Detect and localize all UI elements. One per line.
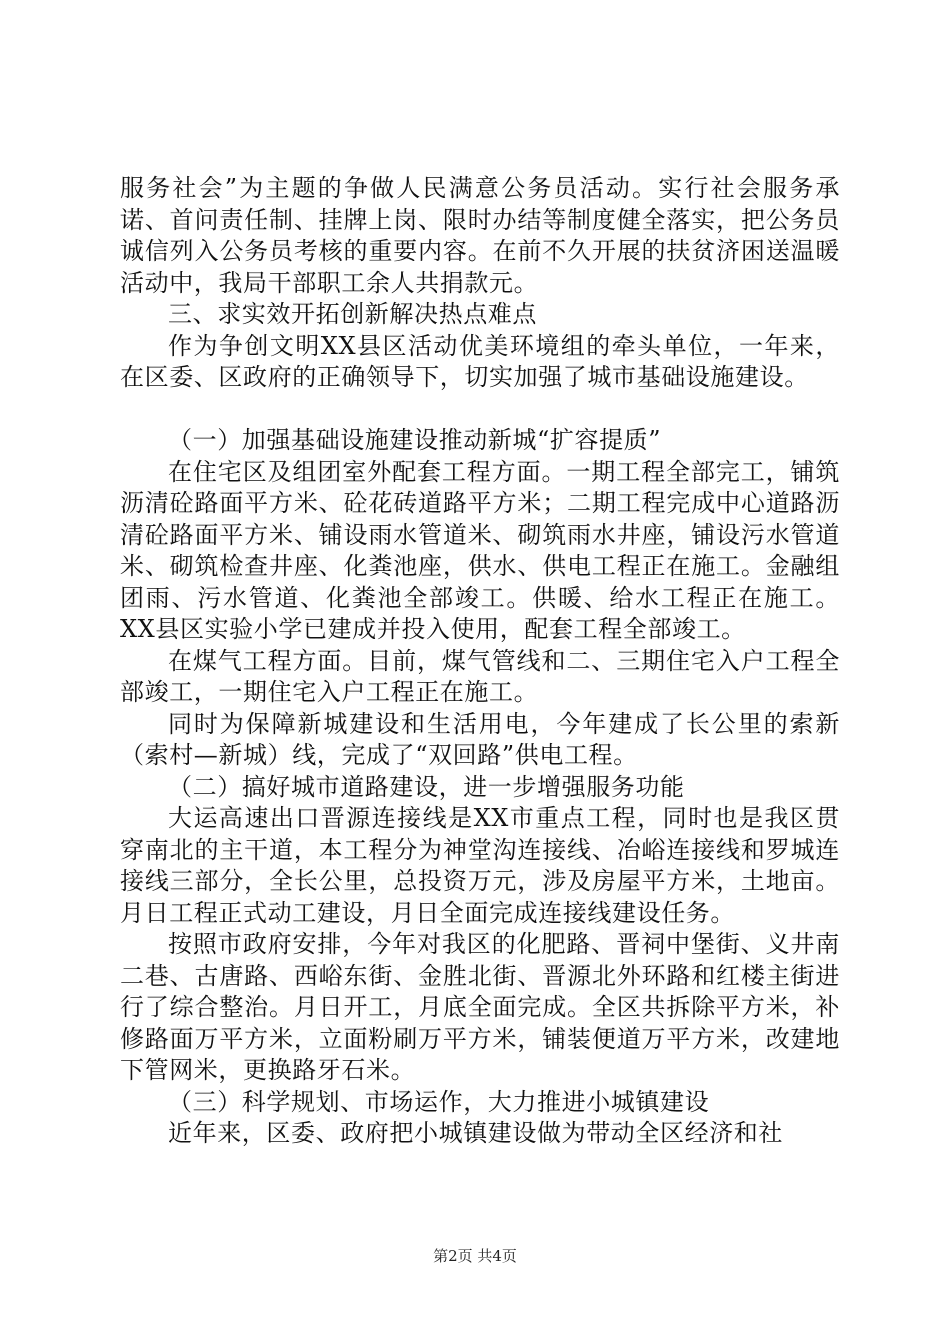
paragraph-power-line: 同时为保障新城建设和生活用电，今年建成了长公里的索新（索村—新城）线，完成了“双回路”供电工程。 — [120, 709, 840, 769]
page-number-footer: 第2页 共4页 — [433, 1247, 517, 1265]
paragraph-residential-works: 在住宅区及组团室外配套工程方面。一期工程全部完工，铺筑沥清砼路面平方米、砼花砖道路平方米；二期工程完成中心道路沥清砼路面平方米、铺设雨水管道米、砌筑雨水井座，铺设污水管道米、砌筑检查井座、化粪池座，供水、供电工程正在施工。金融组团雨、污水管道、化粪池全部竣工。供暖、给水工程正在施工。XX县区实验小学已建成并投入使用，配套工程全部竣工。 — [120, 457, 840, 643]
paragraph-highway-link: 大运高速出口晋源连接线是XX市重点工程，同时也是我区贯穿南北的主干道，本工程分为神堂沟连接线、冶峪连接线和罗城连接线三部分，全长公里，总投资万元，涉及房屋平方米，土地亩。月日工程正式动工建设，月日全面完成连接线建设任务。 — [120, 804, 840, 927]
paragraph-gap — [120, 394, 840, 426]
section-heading-3: 三、求实效开拓创新解决热点难点 — [168, 300, 537, 328]
paragraph-service-society: 服务社会”为主题的争做人民满意公务员活动。实行社会服务承诺、首问责任制、挂牌上岗、限时办结等制度健全落实，把公务员诚信列入公务员考核的重要内容。在前不久开展的扶贫济困送温暖活动中，我局干部职工余人共捐款元。 — [120, 174, 840, 297]
paragraph-small-towns: 近年来，区委、政府把小城镇建设做为带动全区经济和社 — [168, 1119, 783, 1147]
paragraph-gas-works: 在煤气工程方面。目前，煤气管线和二、三期住宅入户工程全部竣工，一期住宅入户工程正在施工。 — [120, 646, 840, 706]
subsection-heading-3: （三）科学规划、市场运作，大力推进小城镇建设 — [168, 1087, 710, 1116]
paragraph-civilization-lead: 作为争创文明XX县区活动优美环境组的牵头单位，一年来，在区委、区政府的正确领导下，切实加强了城市基础设施建设。 — [120, 331, 840, 391]
paragraph-road-renovation: 按照市政府安排，今年对我区的化肥路、晋祠中堡街、义井南二巷、古唐路、西峪东街、金胜北街、晋源北外环路和红楼主街进行了综合整治。月日开工，月底全面完成。全区共拆除平方米，补修路面万平方米，立面粉刷万平方米，铺装便道万平方米，改建地下管网米，更换路牙石米。 — [120, 930, 840, 1084]
subsection-heading-1: （一）加强基础设施建设推动新城“扩容提质” — [168, 426, 662, 454]
subsection-heading-2: （二）搞好城市道路建设，进一步增强服务功能 — [168, 772, 685, 801]
document-body — [120, 173, 840, 1150]
